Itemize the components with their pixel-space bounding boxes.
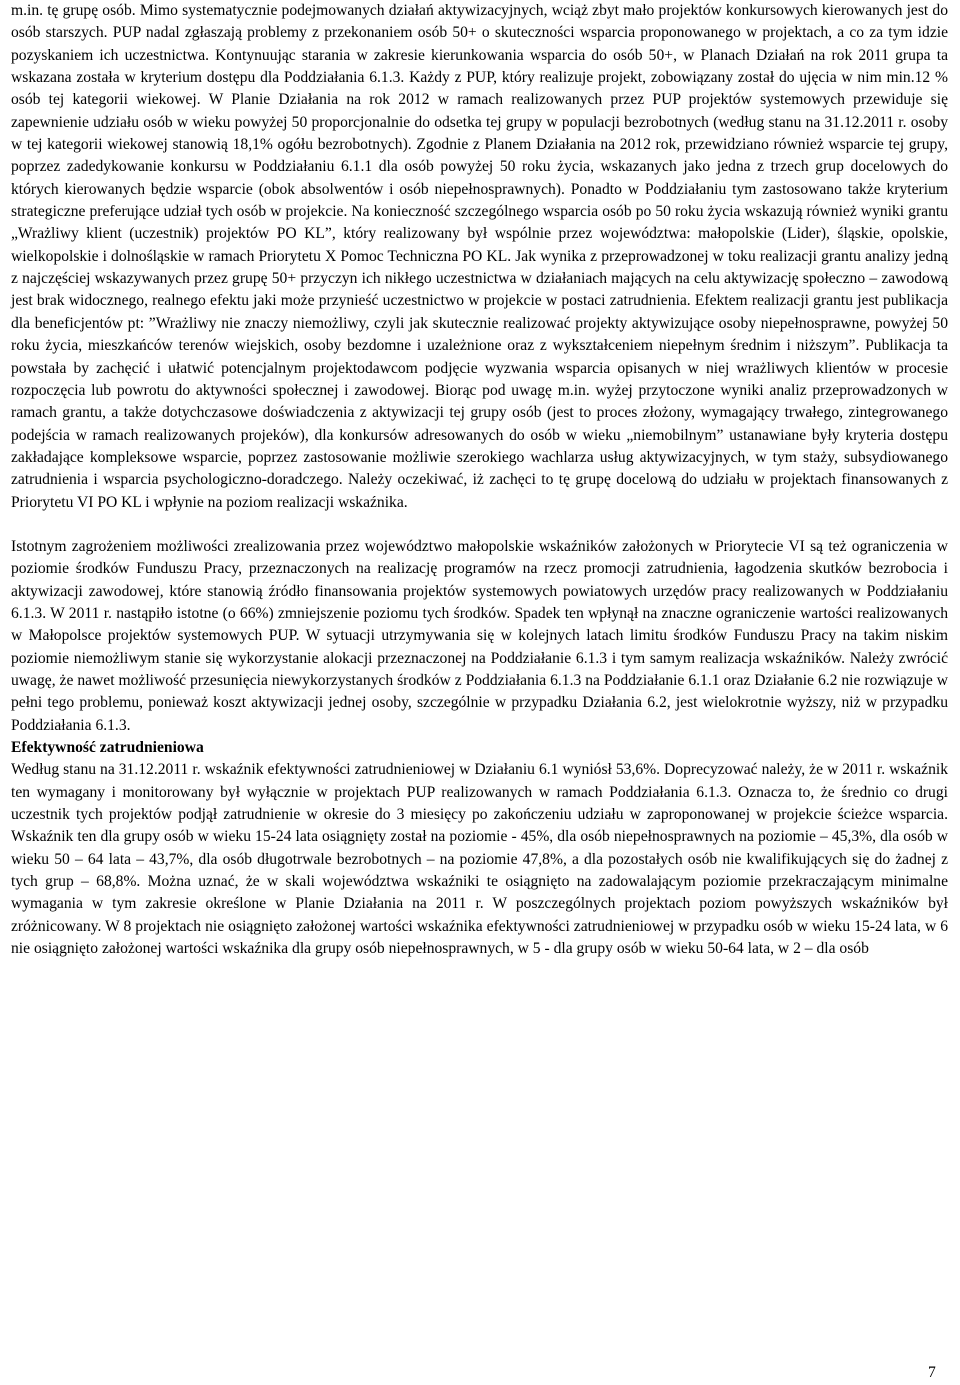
paragraph-labour-fund-risk: Istotnym zagrożeniem możliwości zrealizowania przez województwo małopolskie wskaźników założonych w Priorytecie VI są też ograniczenia w poziomie środków Funduszu Pracy, przeznaczonych na realizację programów na rzecz promocji zatrudnienia, łagodzenia skutków bezrobocia i aktywizacji zawodowej, które stanowią źródło finansowania projektów systemowych powiatowych urzędów pracy realizowanych w Poddziałaniu 6.1.3. W 2011 r. nastąpiło istotne (o 66%) zmniejszenie poziomu tych środków. Spadek ten wpłynął na znaczne ograniczenie wartości realizowanych w Małopolsce projektów systemowych PUP. W sytuacji utrzymywania się w kolejnych latach limitu środków Funduszu Pracy na takim niskim poziomie niemożliwym stanie się wykorzystanie alokacji przeznaczonej na Poddziałanie 6.1.3 i tym samym realizacja wskaźników. Należy zwrócić uwagę, że nawet możliwość przesunięcia niewykorzystanych środków z Poddziałania 6.1.3 na Poddziałanie 6.1.1 oraz Działanie 6.2 nie rozwiązuje w pełni tego problemu, ponieważ koszt aktywizacji jednej osoby, szczególnie w przypadku Działania 6.2, jest wielokrotnie wyższy, niż w przypadku Poddziałania 6.1.3. — [11, 537, 948, 734]
section-heading-employment-effectiveness: Efektywność zatrudnieniowa — [11, 739, 204, 756]
page-number: 7 — [928, 1364, 936, 1381]
paragraph-older-workers-support: m.in. tę grupę osób. Mimo systematycznie podejmowanych działań aktywizacyjnych, wciąż zbyt mało projektów konkursowych kierowanych jest do osób starszych. PUP nadal zgłaszają problemy z przekonaniem osób 50+ o skuteczności wsparcia proponowanego w projektach, a co za tym idzie pozyskaniem ich uczestnictwa. Kontynuując starania w zakresie kierunkowania wsparcia do osób 50+, w Planach Działań na rok 2011 grupa ta wskazana została w kryterium dostępu dla Poddziałania 6.1.3. Każdy z PUP, który realizuje projekt, zobowiązany został do ujęcia w nim min.12 % osób tej kategorii wiekowej. W Planie Działania na rok 2012 w ramach realizowanych przez PUP projektów systemowych przewiduje się zapewnienie udziału osób w wieku powyżej 50 proporcjonalnie do odsetka tej grupy w populacji bezrobotnych (według stanu na 31.12.2011 r. osoby w tej kategorii wiekowej stanowią 18,1% ogółu bezrobotnych). Zgodnie z Planem Działania na 2012 rok, przewidziano również wsparcie tej grupy, poprzez zadedykowanie konkursu w Poddziałaniu 6.1.1 dla osób powyżej 50 roku życia, wskazanych jako jedna z trzech grup docelowych do których kierowanych będzie wsparcie (obok absolwentów i osób niepełnosprawnych). Ponadto w Poddziałaniu tym zastosowano także kryterium strategiczne preferujące udział tych osób w projekcie. Na konieczność szczególnego wsparcia osób po 50 roku życia wskazują również wyniki grantu „Wrażliwy klient (uczestnik) projektów PO KL”, który realizowany był wspólnie przez województwa: małopolskie (Lider), śląskie, opolskie, wielkopolskie i dolnośląskie w ramach Priorytetu X Pomoc Techniczna PO KL. Jak wynika z przeprowadzonej w toku realizacji grantu analizy jedną z najczęściej wskazywanych przez grupę 50+ przyczyn ich nikłego uczestnictwa w działaniach mających na celu aktywizację społeczno – zawodową jest brak widocznego, realnego efektu jaki może przynieść uczestnictwo w projekcie w postaci zatrudnienia. Efektem realizacji grantu jest publikacja dla beneficjentów pt: ”Wrażliwy nie znaczy niemożliwy, czyli jak skutecznie realizować projekty aktywizujące osoby niepełnosprawne, powyżej 50 roku życia, mieszkańców terenów wiejskich, osoby bezdomne i uzależnione oraz z wykształceniem niepełnym średnim i niższym”. Publikacja ta powstała by zachęcić i ułatwić potencjalnym projektodawcom podjęcie wyzwania wsparcia opisanych w niej wrażliwych klientów w procesie rozpoczęcia lub powrotu do aktywności społecznej i zawodowej. Biorąc pod uwagę m.in. wyżej przytoczone wyniki analiz przeprowadzonych w ramach grantu, a także dotychczasowe doświadczenia z aktywizacji tej grupy osób (jest to proces złożony, wymagający trwałego, zintegrowanego podejścia w ramach realizowanych projeków), dla konkursów adresowanych do osób w wieku „niemobilnym” ustanawiane były kryteria dostępu zakładające kompleksowe wsparcie, poprzez zastosowanie możliwie szerokiego wachlarza usług aktywizacyjnych, w tym staży, subsydiowanego zatrudnienia i wsparcia psychologiczno-doradczego. Należy oczekiwać, iż zachęci to tę grupę docelową do udziału w projektach finansowanych z Priorytetu VI PO KL i wpłynie na poziom realizacji wskaźnika. — [11, 2, 948, 511]
paragraph-employment-effectiveness: Według stanu na 31.12.2011 r. wskaźnik efektywności zatrudnieniowej w Działaniu 6.1 wyniósł 53,6%. Doprecyzować należy, że w 2011 r. wskaźnik ten wymagany i monitorowany był wyłącznie w projektach PUP realizowanych w ramach Poddziałania 6.1.3. Oznacza to, że średnio co drugi uczestnik tych projektów podjął zatrudnienie w okresie do 3 miesięcy po zakończeniu udziału w zaproponowanej w projekcie ścieżce wsparcia. Wskaźnik ten dla grupy osób w wieku 15-24 lata osiągnięty został na poziomie - 45%, dla osób niepełnosprawnych na poziomie – 45,3%, dla osób w wieku 50 – 64 lata – 43,7%, dla osób długotrwale bezrobotnych – na poziomie 47,8%, a dla pozostałych osób nie kwalifikujących się do żadnej z tych grup – 68,8%. Można uznać, że w skali województwa wskaźniki te osiągnięto na zadowalającym poziomie przekraczającym minimalne wymagania w tym zakresie określone w Planie Działania na 2011 r. W poszczególnych projektach poziom powyższych wskaźników był zróżnicowany. W 8 projektach nie osiągnięto założonej wartości wskaźnika efektywności zatrudnieniowej w przypadku osób w wieku 15-24 lata, w 6 nie osiągnięto założonej wartości wskaźnika dla grupy osób niepełnosprawnych, w 5 - dla grupy osób w wieku 50-64 lata, w 2 – dla osób — [11, 761, 948, 958]
document-page — [11, 0, 948, 960]
